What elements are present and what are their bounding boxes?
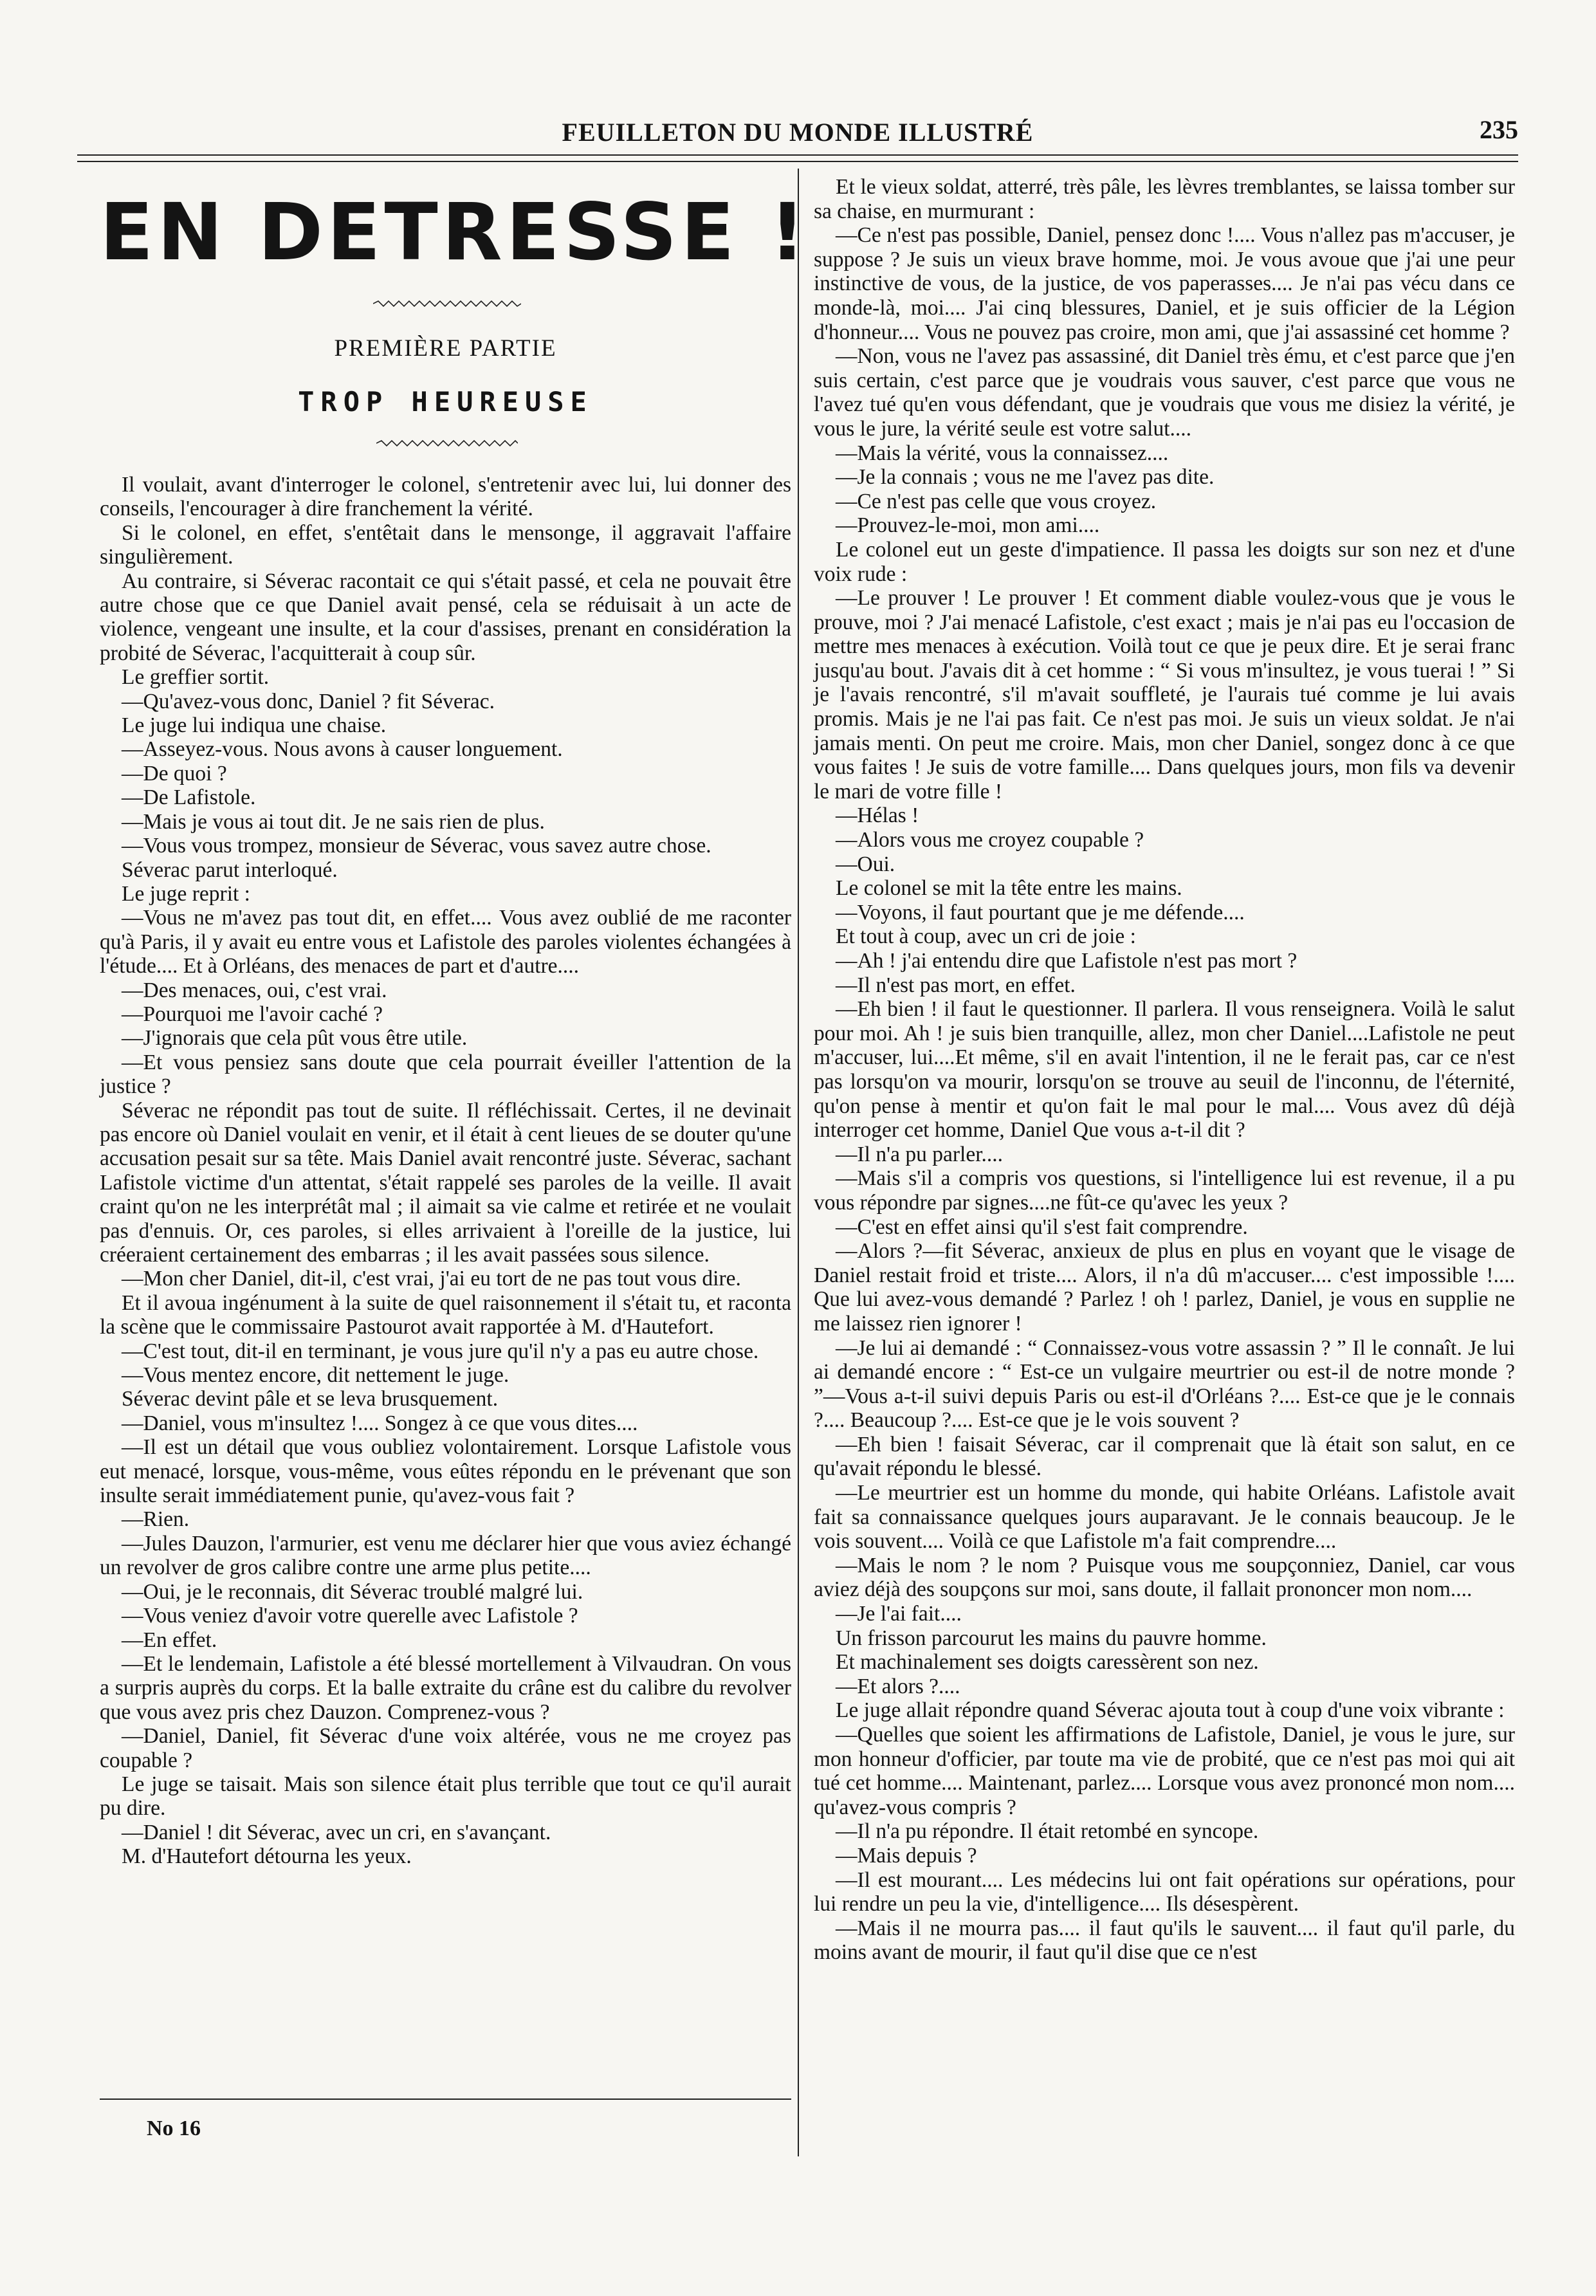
paragraph: Le juge se taisait. Mais son silence était plus terrible que tout ce qu'il aurait pu dire. (100, 1772, 791, 1821)
paragraph: Au contraire, si Séverac racontait ce qui s'était passé, et cela ne pouvait être autre chose que ce que Daniel avait pensé, cela se réduisait à un acte de violence, vengeant une insulte, et la cour d'assises, prenant en considération la probité de Séverac, l'acquitterait à coup sûr. (100, 569, 791, 665)
paragraph: Et il avoua ingénument à la suite de quel raisonnement il s'était tu, et raconta la scène que le commissaire Pastourot avait rapportée à M. d'Hautefort. (100, 1290, 791, 1339)
paragraph: —Vous veniez d'avoir votre querelle avec Lafistole ? (122, 1604, 578, 1628)
paragraph: Il voulait, avant d'interroger le colonel, s'entretenir avec lui, lui donner des conseils, l'encourager à dire franchement la vérité. (100, 473, 791, 521)
paragraph: Un frisson parcourut les mains du pauvre homme. (836, 1626, 1267, 1650)
paragraph: Le juge lui indiqua une chaise. (122, 713, 387, 738)
paragraph: —Hélas ! (836, 804, 919, 828)
paragraph: M. d'Hautefort détourna les yeux. (122, 1844, 412, 1869)
issue-number: No 16 (147, 2117, 201, 2140)
paragraph: —Il est mourant.... Les médecins lui ont fait opérations sur opérations, pour lui rendre un peu la vie, d'intelligence.... Ils désespèrent. (814, 1868, 1515, 1916)
page-header (77, 113, 1518, 152)
paragraph: Le colonel se mit la tête entre les mains. (836, 876, 1182, 901)
ornament-top (373, 299, 521, 308)
paragraph: —Eh bien ! faisait Séverac, car il comprenait que là était son salut, en ce qu'avait répondu le blessé. (814, 1432, 1515, 1481)
paragraph: —Oui. (836, 852, 895, 876)
paragraph: —Je l'ai fait.... (836, 1602, 962, 1626)
paragraph: —Et vous pensiez sans doute que cela pourrait éveiller l'attention de la justice ? (100, 1050, 791, 1099)
paragraph: —Il n'a pu répondre. Il était retombé en syncope. (836, 1819, 1259, 1844)
page-number: 235 (1480, 115, 1518, 144)
paragraph: Séverac ne répondit pas tout de suite. Il réfléchissait. Certes, il ne devinait pas encore où Daniel voulait en venir, et il était à cent lieues de se douter qu'une accusation pesait sur sa tête. Mais Daniel avait rencontré juste. Séverac, sachant Lafistole victime d'un attentat, s'était rappelé ses paroles de la veille. Il avait craint qu'on ne les interprétât mal ; il aimait sa vie calme et retirée et ne voulait pas d'ennuis. Or, ces paroles, si elles arrivaient à l'oreille de la justice, lui créeraient certainement des embarras ; il les avait passées sous silence. (100, 1098, 791, 1267)
paragraph: Et tout à coup, avec un cri de joie : (836, 924, 1136, 949)
ornament-bottom (376, 439, 518, 448)
paragraph: Séverac parut interloqué. (122, 858, 338, 882)
paragraph: —C'est en effet ainsi qu'il s'est fait comprendre. (836, 1215, 1248, 1239)
paragraph: —Alors ?—fit Séverac, anxieux de plus en plus en voyant que le visage de Daniel restait froid et triste.... Alors, il n'a dû m'accuser.... c'est impossible !.... Que lui avez-vous demandé ? Parlez ! oh ! parlez, Daniel, je vous en supplie ne me laissez rien ignorer ! (814, 1239, 1515, 1336)
paragraph: —Vous mentez encore, dit nettement le juge. (122, 1363, 509, 1388)
paragraph: —Mais je vous ai tout dit. Je ne sais rien de plus. (122, 809, 545, 834)
footer-rule (100, 2099, 791, 2100)
paragraph: —Le meurtrier est un homme du monde, qui habite Orléans. Lafistole avait fait sa connaissance quelques jours auparavant. Je le connais beaucoup. Je le vois souvent.... Voilà ce que Lafistole m'a fait comprendre.... (814, 1481, 1515, 1554)
paragraph: Et machinalement ses doigts caressèrent son nez. (836, 1650, 1259, 1675)
paragraph: —Le prouver ! Le prouver ! Et comment diable voulez-vous que je vous le prouve, moi ? J'ai menacé Lafistole, c'est exact ; mais je n'ai pas eu l'occasion de mettre mes menaces à exécution. Voilà tout ce que je peux dire. Et je serai franc jusqu'au bout. J'avais dit à cet homme : “ Si vous m'insultez, je vous tuerai ! ” Si je l'avais rencontré, s'il m'avait souffleté, je l'aurais tué comme je lui avais promis. Mais je ne l'ai pas fait. Ce n'est pas moi. Je suis un vieux soldat. Je n'ai jamais menti. On peut me croire. Mais, mon cher Daniel, songez donc à ce que vous faites ! Je suis de votre famille.... Dans quelques jours, mon fils va devenir le mari de votre fille ! (814, 586, 1515, 804)
paragraph: —Mais il ne mourra pas.... il faut qu'ils le sauvent.... il faut qu'il parle, du moins avant de mourir, il faut qu'il dise que ce n'est (814, 1916, 1515, 1965)
paragraph: —C'est tout, dit-il en terminant, je vous jure qu'il n'y a pas eu autre chose. (122, 1339, 759, 1363)
paragraph: —Ah ! j'ai entendu dire que Lafistole n'est pas mort ? (836, 949, 1298, 973)
paragraph: —Et alors ?.... (836, 1674, 960, 1698)
paragraph: —Alors vous me croyez coupable ? (836, 828, 1144, 852)
paragraph: —Quelles que soient les affirmations de Lafistole, Daniel, je vous le jure, sur mon honneur d'officier, par toute ma vie de probité, que ce n'est pas moi qui ait tué cet homme.... Maintenant, parlez.... Lorsque vous avez prononcé mon nom.... qu'avez-vous compris ? (814, 1723, 1515, 1819)
paragraph: —En effet. (122, 1628, 217, 1652)
paragraph: —Mais depuis ? (836, 1843, 977, 1868)
paragraph: Le juge allait répondre quand Séverac ajouta tout à coup d'une voix vibrante : (836, 1698, 1505, 1723)
paragraph: Le colonel eut un geste d'impatience. Il passa les doigts sur son nez et d'une voix rude : (814, 537, 1515, 586)
left-column-text (100, 473, 791, 1869)
paragraph: —Mon cher Daniel, dit-il, c'est vrai, j'ai eu tort de ne pas tout vous dire. (122, 1267, 741, 1291)
paragraph: —Mais s'il a compris vos questions, si l'intelligence lui est revenue, il a pu vous répondre par signes....ne fût-ce qu'avec les yeux ? (814, 1166, 1515, 1215)
paragraph: —Daniel, vous m'insultez !.... Songez à ce que vous dites.... (122, 1411, 638, 1435)
paragraph: —Mais le nom ? le nom ? Puisque vous me soupçonniez, Daniel, car vous aviez déjà des soupçons sur moi, sans doute, il fallait prononcer mon nom.... (814, 1553, 1515, 1602)
paragraph: Si le colonel, en effet, s'entêtait dans le mensonge, il aggravait l'affaire singulièrement. (100, 520, 791, 569)
paragraph: —Daniel ! dit Séverac, avec un cri, en s'avançant. (122, 1820, 551, 1844)
paragraph: Et le vieux soldat, atterré, très pâle, les lèvres tremblantes, se laissa tomber sur sa chaise, en murmurant : (814, 175, 1515, 223)
paragraph: —Mais la vérité, vous la connaissez.... (836, 441, 1169, 465)
paragraph: —Et le lendemain, Lafistole a été blessé mortellement à Vilvaudran. On vous a surpris auprès du corps. Et la balle extraite du crâne est du calibre du revolver que vous avez pris chez Dauzon. Comprenez-vous ? (100, 1651, 791, 1724)
paragraph: —Jules Dauzon, l'armurier, est venu me déclarer hier que vous aviez échangé un revolver de gros calibre contre une arme plus petite.... (100, 1531, 791, 1580)
paragraph: —J'ignorais que cela pût vous être utile. (122, 1026, 468, 1051)
paragraph: —Des menaces, oui, c'est vrai. (122, 978, 387, 1002)
paragraph: —Vous ne m'avez pas tout dit, en effet.... Vous avez oublié de me raconter qu'à Paris, il y avait eu entre vous et Lafistole des paroles violentes échangées à l'étude.... Et à Orléans, des menaces de part et d'autre.... (100, 906, 791, 978)
paragraph: —De quoi ? (122, 761, 227, 785)
paragraph: —Il n'est pas mort, en effet. (836, 973, 1076, 997)
paragraph: Le greffier sortit. (122, 665, 270, 690)
story-title: EN DETRESSE ! (100, 187, 809, 278)
paragraph: —Il n'a pu parler.... (836, 1142, 1004, 1166)
chapter-subtitle: TROP HEUREUSE (298, 386, 593, 418)
paragraph: —Qu'avez-vous donc, Daniel ? fit Séverac. (122, 689, 495, 713)
paragraph: —Vous vous trompez, monsieur de Séverac, vous savez autre chose. (122, 834, 711, 858)
paragraph: —Je lui ai demandé : “ Connaissez-vous votre assassin ? ” Il le connaît. Je lui ai demandé encore : “ Est-ce un vulgaire meurtrier ou est-il de notre monde ? ”—Vous a-t-il suivi depuis Paris ou est-il d'Orléans ?.... Est-ce que je le connais ?.... Beaucoup ?.... Est-ce que je le vois souvent ? (814, 1336, 1515, 1433)
journal-title: FEUILLETON DU MONDE ILLUSTRÉ (562, 118, 1034, 147)
paragraph: —Eh bien ! il faut le questionner. Il parlera. Il vous renseignera. Voilà le salut pour moi. Ah ! je suis bien tranquille, allez, mon cher Daniel....Lafistole ne peut m'accuser, lui....Et même, s'il en avait l'intention, il ne le ferait pas, car ce n'est pas lorsqu'on va mourir, lorsqu'on se trouve au seuil de l'inconnu, de l'éternité, qu'on pense à mentir et qu'on fait le mal pour le mal.... Vous avez dû déjà interroger cet homme, Daniel Que vous a-t-il dit ? (814, 997, 1515, 1143)
paragraph: —De Lafistole. (122, 785, 256, 810)
paragraph: —Pourquoi me l'avoir caché ? (122, 1002, 383, 1026)
paragraph: —Prouvez-le-moi, mon ami.... (836, 513, 1100, 538)
paragraph: —Daniel, Daniel, fit Séverac d'une voix altérée, vous ne me croyez pas coupable ? (100, 1724, 791, 1772)
part-heading: PREMIÈRE PARTIE (334, 335, 557, 362)
paragraph: —Non, vous ne l'avez pas assassiné, dit Daniel très ému, et c'est parce que j'en suis certain, c'est parce que je voudrais vous sauver, c'est parce que vous ne l'avez tué qu'en vous défendant, que je voudrais que vous me disiez la vérité, je vous le jure, la vérité seule est votre salut.... (814, 344, 1515, 441)
header-rule-top (77, 154, 1518, 156)
header-rule-bottom (77, 161, 1518, 162)
paragraph: —Il est un détail que vous oubliez volontairement. Lorsque Lafistole vous eut menacé, lorsque, vous-même, vous eûtes répondu en le prévenant que son insulte serait immédiatement punie, qu'avez-vous fait ? (100, 1435, 791, 1508)
paragraph: —Rien. (122, 1507, 190, 1532)
paragraph: —Ce n'est pas celle que vous croyez. (836, 489, 1157, 513)
paragraph: Séverac devint pâle et se leva brusquement. (122, 1387, 499, 1411)
column-divider (798, 169, 799, 2156)
right-column-text (814, 175, 1515, 1965)
paragraph: —Ce n'est pas possible, Daniel, pensez donc !.... Vous n'allez pas m'accuser, je suppose ? Je suis un vieux brave homme, moi. Je vous avoue que j'ai une peur instinctive de vous, de la justice, de vos paperasses.... Je n'ai pas vécu dans ce monde-là, moi.... J'ai cinq blessures, Daniel, et je suis officier de la Légion d'honneur.... Vous ne pouvez pas croire, mon ami, que j'ai assassiné cet homme ? (814, 223, 1515, 344)
paragraph: —Asseyez-vous. Nous avons à causer longuement. (122, 737, 563, 762)
paragraph: —Oui, je le reconnais, dit Séverac troublé malgré lui. (122, 1579, 583, 1604)
paragraph: —Voyons, il faut pourtant que je me défende.... (836, 900, 1245, 924)
paragraph: —Je la connais ; vous ne me l'avez pas dite. (836, 465, 1215, 490)
paragraph: Le juge reprit : (122, 881, 250, 906)
